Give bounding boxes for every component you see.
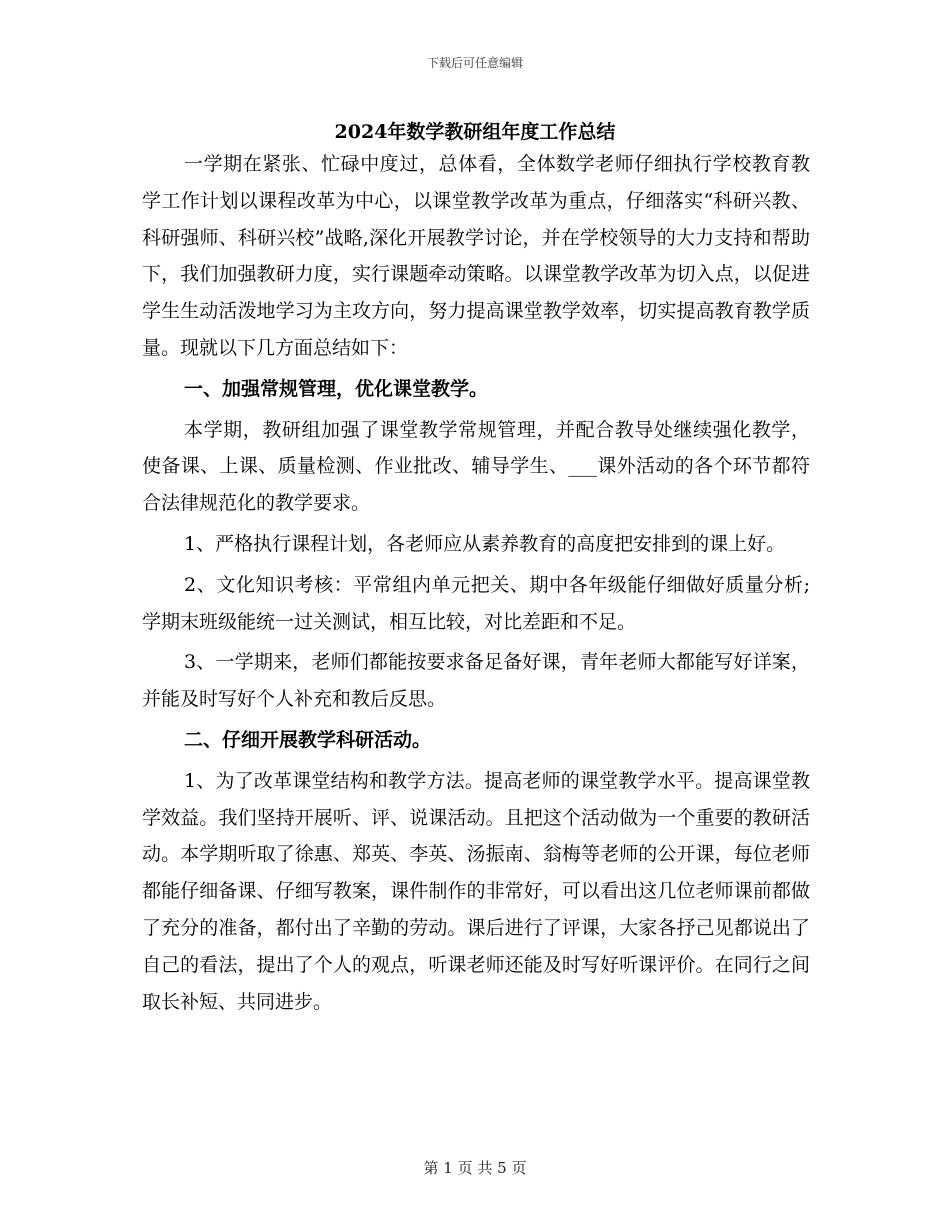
page-number-footer: 第 1 页 共 5 页 [423, 1159, 527, 1177]
section-1-heading: 一、加强常规管理，优化课堂教学。 [184, 377, 489, 400]
document-body [142, 146, 810, 1020]
section-2-heading: 二、仔细开展教学科研活动。 [184, 728, 432, 751]
section-1-item-2: 2、文化知识考核：平常组内单元把关、期中各年级能仔细做好质量分析;学期末班级能统一过关测试，相互比较，对比差距和不足。 [142, 573, 810, 633]
section-1-paragraph: 本学期，教研组加强了课堂教学常规管理，并配合教导处继续强化教学，使备课、上课、质量检测、作业批改、辅导学生、___课外活动的各个环节都符合法律规范化的教学要求。 [142, 418, 810, 515]
intro-paragraph: 一学期在紧张、忙碌中度过，总体看，全体数学老师仔细执行学校教育教学工作计划以课程改革为中心，以课堂教学改革为重点，仔细落实“科研兴教、科研强师、科研兴校”战略,深化开展教学讨论，并在学校领导的大力支持和帮助下，我们加强教研力度，实行课题牵动策略。以课堂教学改革为切入点，以促进学生生动活泼地学习为主攻方向，努力提高课堂教学效率，切实提高教育教学质量。现就以下几方面总结如下： [142, 153, 810, 359]
section-1-item-1: 1、严格执行课程计划，各老师应从素养教育的高度把安排到的课上好。 [184, 532, 786, 555]
header-note: 下载后可任意编辑 [426, 56, 523, 70]
section-2-item-1: 1、为了改革课堂结构和教学方法。提高老师的课堂教学水平。提高课堂教学效益。我们坚持开展听、评、说课活动。且把这个活动做为一个重要的教研活动。本学期听取了徐惠、郑英、李英、汤振南、翁梅等老师的公开课，每位老师都能仔细备课、仔细写教案，课件制作的非常好，可以看出这几位老师课前都做了充分的准备，都付出了辛勤的劳动。课后进行了评课，大家各抒己见都说出了自己的看法，提出了个人的观点，听课老师还能及时写好听课评价。在同行之间取长补短、共同进步。 [142, 769, 810, 1013]
section-1-item-3: 3、一学期来，老师们都能按要求备足备好课，青年老师大都能写好详案，并能及时写好个人补充和教后反思。 [142, 651, 810, 711]
document-title: 2024年数学教研组年度工作总结 [334, 121, 616, 143]
